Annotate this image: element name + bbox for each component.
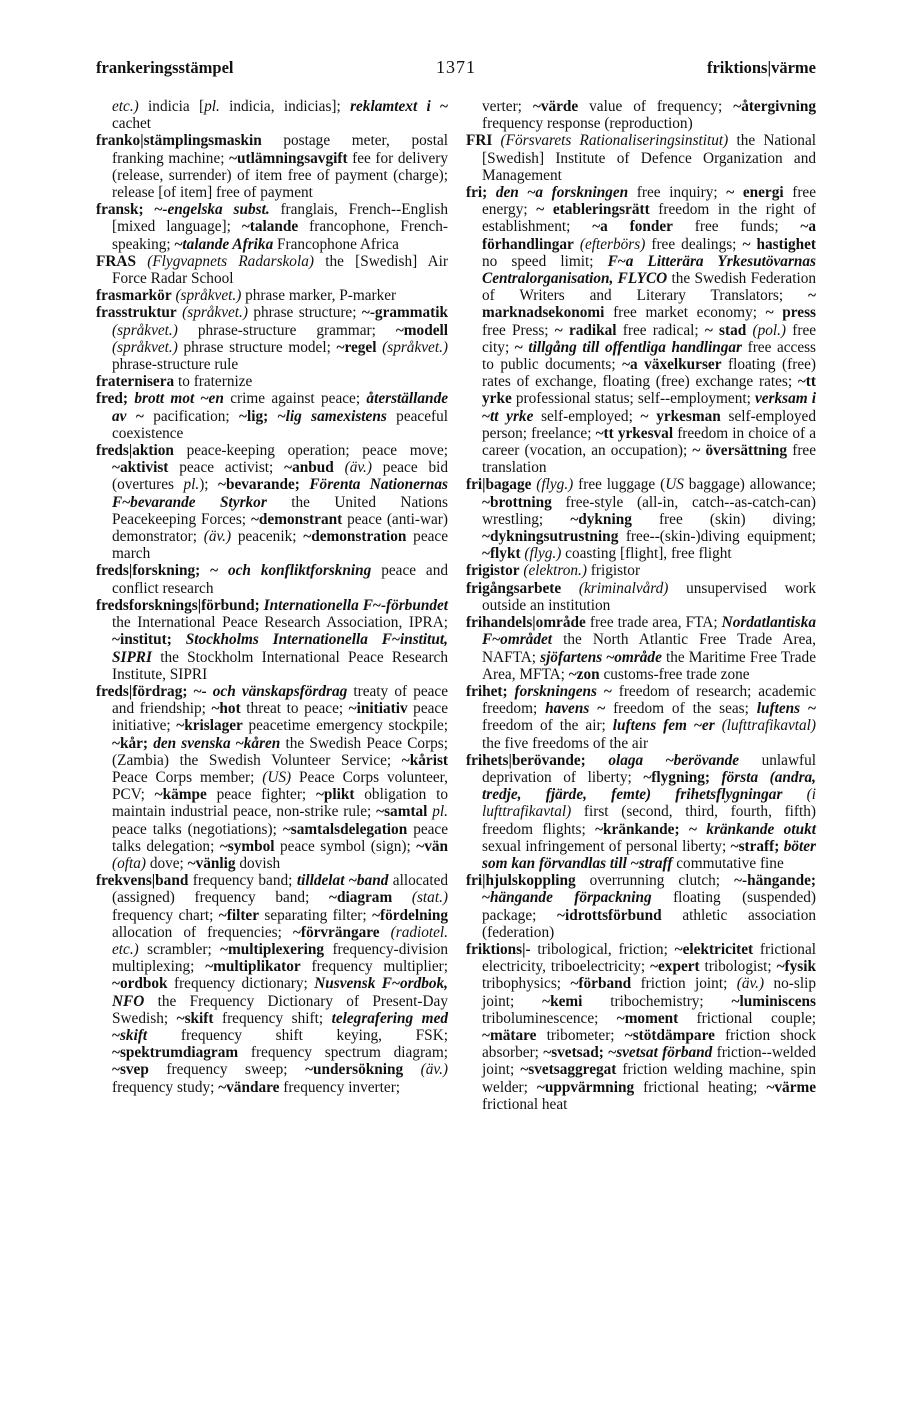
dictionary-entry: franko|stämplingsmaskin postage meter, postal franking machine; ~utlämningsavgift fee for delivery (release, surrender) of item free of payment (charge); release [of item] free of payment <box>96 132 448 202</box>
left-column <box>96 98 448 1096</box>
dictionary-entry: frihets|berövande; olaga ~berövande unlawful deprivation of liberty; ~flygning; första (andra, tredje, fjärde, femte) frihetsflygningar (i lufttrafikavtal) first (second, third, fourth, fifth) freedom flights; ~kränkande; ~ kränkande otukt sexual infringement of personal liberty; ~straff; böter som kan förvandlas till ~straff commutative fine <box>466 751 817 872</box>
dictionary-entry: fredsforsknings|förbund; Internationella F~-förbundet the International Peace Research Association, IPRA; ~institut; Stockholms Internationella F~institut, SIPRI the Stockholm International Peace Research Institute, SIPRI <box>96 596 449 683</box>
dictionary-entry: FRI (Försvarets Rationaliseringsinstitut) the National [Swedish] Institute of Defence Organization and Management <box>466 132 816 184</box>
dictionary-entry: friktions|- tribological, friction; ~elektricitet frictional electricity, triboelectricity; ~expert tribologist; ~fysik tribophysics; ~förband friction joint; (äv.) no-slip joint; ~kemi tribochemistry; ~luminiscens triboluminescence; ~moment frictional couple; ~mätare tribometer; ~stötdämpare friction shock absorber; ~svetsad; ~svetsat förband friction--welded joint; ~svetsaggregat friction welding machine, spin welder; ~uppvärmning frictional heating; ~värme frictional heat <box>466 940 817 1113</box>
dictionary-entry: fransk; ~-engelska subst. franglais, French--English [mixed language]; ~talande francophone, French-speaking; ~talande Afrika Francophone Africa <box>96 201 448 253</box>
dictionary-entry: freds|fördrag; ~- och vänskapsfördrag treaty of peace and friendship; ~hot threat to peace; ~initiativ peace initiative; ~krislager peacetime emergency stockpile; ~kår; den svenska ~kåren the Swedish Peace Corps; (Zambia) the Swedish Volunteer Service; ~kårist Peace Corps member; (US) Peace Corps volunteer, PCV; ~kämpe peace fighter; ~plikt obligation to maintain industrial peace, non-strike rule; ~samtal pl. peace talks (negotiations); ~samtalsdelegation peace talks delegation; ~symbol peace symbol (sign); ~vän (ofta) dove; ~vänlig dovish <box>96 682 449 872</box>
dictionary-entry: fri|hjulskoppling overrunning clutch; ~-hängande; ~hängande förpackning floating (suspended) package; ~idrottsförbund athletic association (federation) <box>466 872 816 941</box>
dictionary-entry: freds|forskning; ~ och konfliktforskning peace and conflict research <box>96 562 448 597</box>
dictionary-entry: frihandels|område free trade area, FTA; Nordatlantiska F~området the North Atlantic Free Trade Area, NAFTA; sjöfartens ~område the Maritime Free Trade Area, MFTA; ~zon customs-free trade zone <box>466 614 816 683</box>
dictionary-entry: frekvens|band frequency band; tilldelat ~band allocated (assigned) frequency band; ~diagram (stat.) frequency chart; ~filter separating filter; ~fördelning allocation of frequencies; ~förvrängare (radiotel. etc.) scrambler; ~multiplexering frequency-division multiplexing; ~multiplikator frequency multiplier; ~ordbok frequency dictionary; Nusvensk F~ordbok, NFO the Frequency Dictionary of Present-Day Swedish; ~skift frequency shift; telegrafering med ~skift frequency shift keying, FSK; ~spektrumdiagram frequency spectrum diagram; ~svep frequency sweep; ~undersökning (äv.) frequency study; ~vändare frequency inverter; <box>96 872 449 1096</box>
dictionary-entry: frasmarkör (språkvet.) phrase marker, P-marker <box>96 287 397 305</box>
dictionary-entry: freds|aktion peace-keeping operation; peace move; ~aktivist peace activist; ~anbud (äv.) peace bid (overtures pl.); ~bevarande; Förenta Nationernas F~bevarande Styrkor the United Nations Peacekeeping Forces; ~demonstrant peace (anti-war) demonstrator; (äv.) peacenik; ~demonstration peace march <box>96 442 448 563</box>
dictionary-entry: fri; den ~a forskningen free inquiry; ~ energi free energy; ~ etableringsrätt freedom in the right of establishment; ~a fonder free funds; ~a förhandlingar (efterbörs) free dealings; ~ hastighet no speed limit; F~a Litterära Yrkesutövarnas Centralorganisation, FLYCO the Swedish Federation of Writers and Literary Translators; ~ marknadsekonomi free market economy; ~ press free Press; ~ radikal free radical; ~ stad (pol.) free city; ~ tillgång till offentliga handlingar free access to public documents; ~a växelkurser floating (free) rates of exchange, floating (free) exchange rates; ~tt yrke professional status; self--employment; verksam i ~tt yrke self-employed; ~ yrkesman self-employed person; freelance; ~tt yrkesval freedom in choice of a career (vocation, an occupation); ~ översättning free translation <box>466 184 817 477</box>
dictionary-entry: frihet; forskningens ~ freedom of research; academic freedom; havens ~ freedom of the seas; luftens ~ freedom of the air; luftens fem ~er (lufttrafikavtal) the five freedoms of the air <box>466 682 817 752</box>
dictionary-entry: fri|bagage (flyg.) free luggage (US baggage) allowance; ~brottning free-style (all-in, catch--as-catch-can) wrestling; ~dykning free (skin) diving; ~dykningsutrustning free--(skin-)diving equipment; ~flykt (flyg.) coasting [flight], free flight <box>466 476 816 563</box>
running-head-right: friktions|värme <box>706 58 816 77</box>
dictionary-entry: fred; brott mot ~en crime against peace; återställande av ~ pacification; ~lig; ~lig samexistens peaceful coexistence <box>96 390 449 442</box>
dictionary-entry: FRAS (Flygvapnets Radarskola) the [Swedish] Air Force Radar School <box>96 252 448 288</box>
page-number: 1371 <box>436 57 476 77</box>
dictionary-entry: frigångsarbete (kriminalvård) unsupervised work outside an institution <box>466 579 817 614</box>
entry-continuation: verter; ~värde value of frequency; ~återgivning frequency response (reproduction) <box>482 98 816 133</box>
dictionary-entry: frasstruktur (språkvet.) phrase structure; ~-grammatik (språkvet.) phrase-structure grammar; ~modell (språkvet.) phrase structure model; ~regel (språkvet.) phrase-structure rule <box>96 304 448 374</box>
right-column <box>466 98 816 1113</box>
dictionary-entry: frigistor (elektron.) frigistor <box>466 562 641 580</box>
dictionary-entry: fraternisera to fraternize <box>96 373 253 391</box>
entry-continuation: etc.) indicia [pl. indicia, indicias]; reklamtext i ~ cachet <box>112 98 448 133</box>
running-head-left: frankeringsstämpel <box>96 58 234 77</box>
